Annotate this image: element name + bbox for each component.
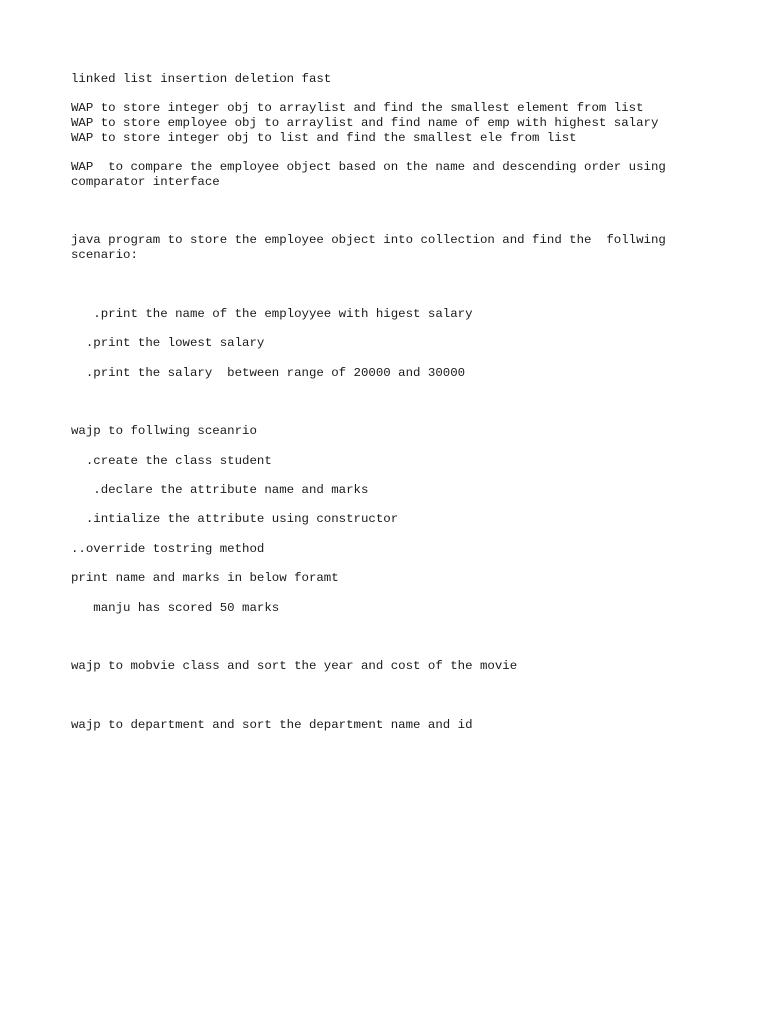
text-line: comparator interface [71, 175, 220, 189]
text-line: ..override tostring method [71, 542, 265, 556]
text-line: manju has scored 50 marks [71, 601, 280, 615]
text-line: print name and marks in below foramt [71, 571, 339, 585]
text-line: .declare the attribute name and marks [71, 483, 369, 497]
text-line: .print the salary between range of 20000 and 30000 [71, 366, 466, 380]
text-line: scenario: [71, 248, 138, 262]
text-line: WAP to compare the employee object based on the name and descending order using [71, 160, 666, 174]
text-line: WAP to store employee obj to arraylist and find name of emp with highest salary [71, 116, 659, 130]
text-line: java program to store the employee object into collection and find the follwing [71, 233, 666, 247]
text-line: wajp to mobvie class and sort the year and cost of the movie [71, 659, 518, 673]
text-line: wajp to follwing sceanrio [71, 424, 257, 438]
text-line: WAP to store integer obj to list and find the smallest ele from list [71, 131, 577, 145]
text-line: .intialize the attribute using constructor [71, 512, 399, 526]
text-line: WAP to store integer obj to arraylist and find the smallest element from list [71, 101, 644, 115]
text-line: .print the lowest salary [71, 336, 265, 350]
text-line: linked list insertion deletion fast [71, 72, 332, 86]
text-line: wajp to department and sort the department name and id [71, 718, 473, 732]
text-line: .print the name of the employyee with higest salary [71, 307, 473, 321]
text-line: .create the class student [71, 454, 272, 468]
